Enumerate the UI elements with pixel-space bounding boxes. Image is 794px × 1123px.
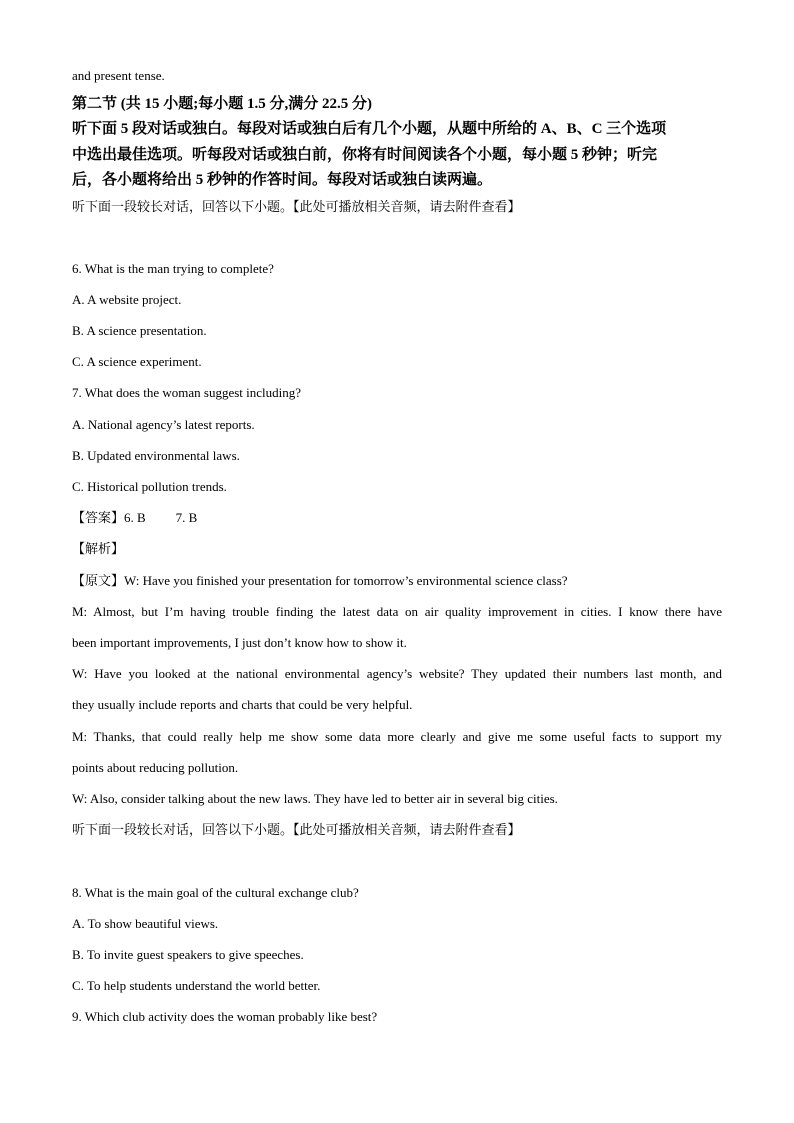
text-line: and present tense. xyxy=(72,68,165,83)
analysis-label: 【解析】 xyxy=(72,541,125,556)
instruction-line: 后，各小题将给出 5 秒钟的作答时间。每段对话或独白读两遍。 xyxy=(72,172,493,188)
instruction-line: 中选出最佳选项。听每段对话或独白前，你将有时间阅读各个小题，每小题 5 秒钟；听完 xyxy=(72,147,658,163)
option-8c: C. To help students understand the world better. xyxy=(72,978,321,993)
option-8a: A. To show beautiful views. xyxy=(72,916,219,931)
answer-second: 7. B xyxy=(175,510,198,525)
audio-prompt: 听下面一段较长对话，回答以下小题。【此处可播放相关音频，请去附件查看】 xyxy=(72,199,521,214)
section-title: 第二节 (共 15 小题;每小题 1.5 分,满分 22.5 分) xyxy=(72,96,372,112)
option-7c: C. Historical pollution trends. xyxy=(72,479,227,494)
answer-label: 【答案】6. B xyxy=(72,510,146,525)
transcript-line: they usually include reports and charts that could be very helpful. xyxy=(72,697,413,712)
question-8: 8. What is the main goal of the cultural exchange club? xyxy=(72,885,359,900)
question-9: 9. Which club activity does the woman probably like best? xyxy=(72,1009,378,1024)
option-6c: C. A science experiment. xyxy=(72,354,202,369)
transcript-line: M: Almost, but I’m having trouble finding the latest data on air quality improvement in cities. I know there have xyxy=(72,604,722,619)
transcript-line: points about reducing pollution. xyxy=(72,760,239,775)
transcript-line: W: Have you looked at the national environmental agency’s website? They updated their numbers last month, and xyxy=(72,666,722,681)
transcript-line: W: Also, consider talking about the new laws. They have led to better air in several big cities. xyxy=(72,791,558,806)
question-6: 6. What is the man trying to complete? xyxy=(72,261,274,276)
transcript-line: M: Thanks, that could really help me show some data more clearly and give me some useful facts to support my xyxy=(72,729,722,744)
option-6a: A. A website project. xyxy=(72,292,182,307)
transcript-line: been important improvements, I just don’t know how to show it. xyxy=(72,635,407,650)
instruction-line: 听下面 5 段对话或独白。每段对话或独白后有几个小题，从题中所给的 A、B、C 三个选项 xyxy=(72,121,667,137)
option-8b: B. To invite guest speakers to give speeches. xyxy=(72,947,304,962)
option-7a: A. National agency’s latest reports. xyxy=(72,417,255,432)
transcript-line: 【原文】W: Have you finished your presentation for tomorrow’s environmental science class? xyxy=(72,573,568,588)
answer-line xyxy=(72,509,197,527)
option-7b: B. Updated environmental laws. xyxy=(72,448,240,463)
option-6b: B. A science presentation. xyxy=(72,323,207,338)
audio-prompt: 听下面一段较长对话，回答以下小题。【此处可播放相关音频，请去附件查看】 xyxy=(72,822,521,837)
question-7: 7. What does the woman suggest including? xyxy=(72,385,302,400)
